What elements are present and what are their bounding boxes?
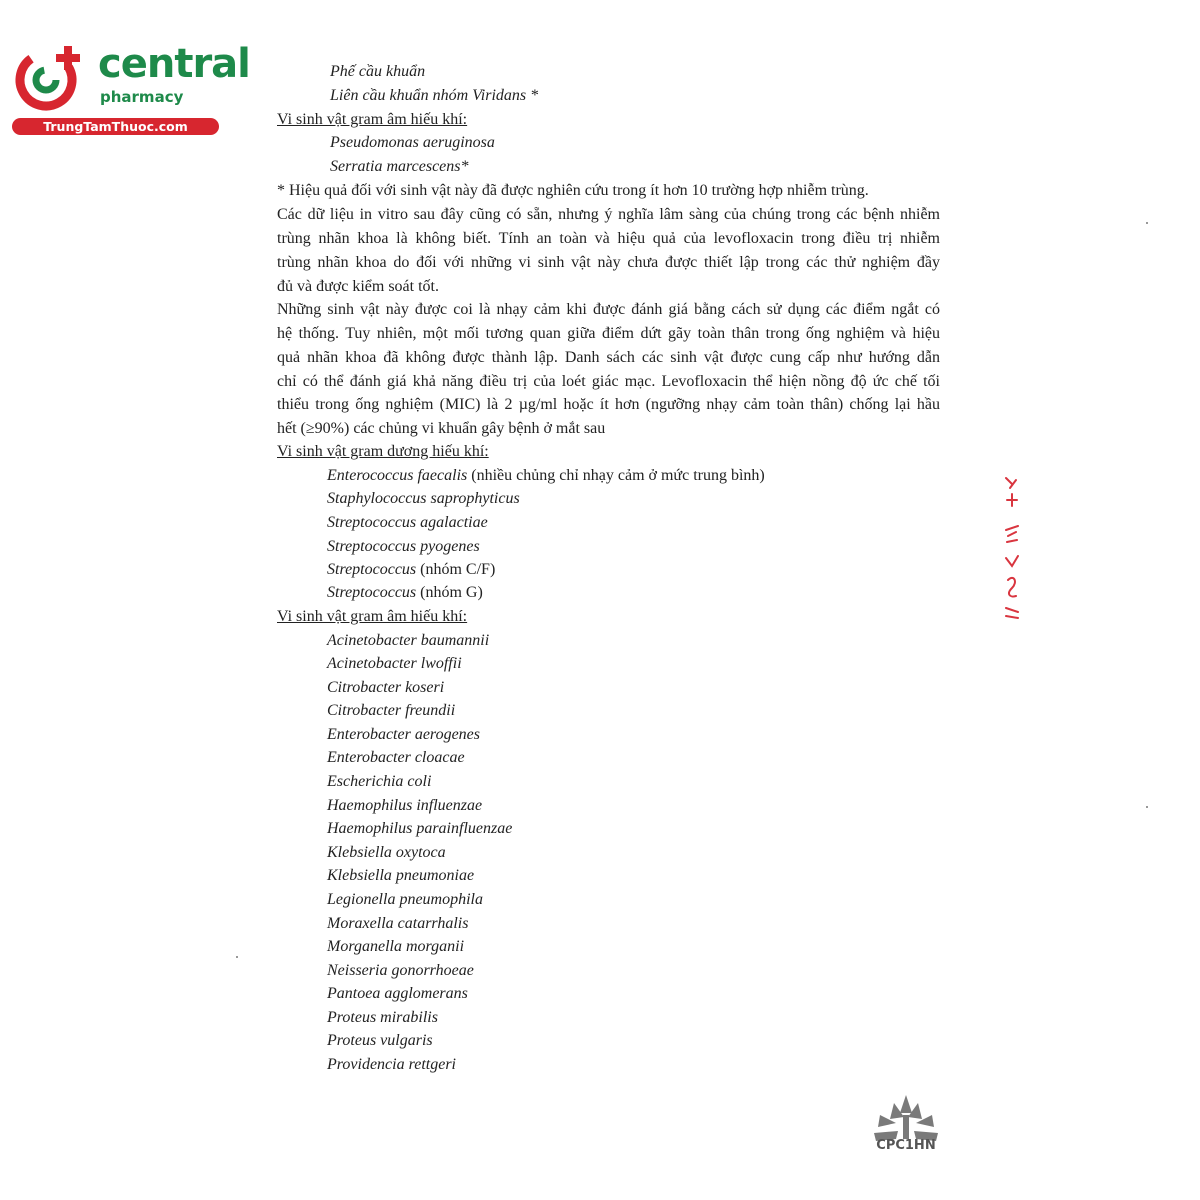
list-item [327,466,765,486]
paragraph-line: Những sinh vật này được coi là nhạy cảm khi được đánh giá bằng cách sử dụng các điểm ngắt có [277,301,940,318]
scan-speck [1146,806,1148,808]
logo-site-banner: TrungTamThuoc.com [12,118,219,135]
paragraph-line: hết (≥90%) các chủng vi khuẩn gây bệnh ở mắt sau [277,420,606,437]
paragraph-line: đủ và được kiểm soát tốt. [277,278,439,295]
list-item: Providencia rettgeri [327,1056,456,1073]
list-item: Klebsiella pneumoniae [327,867,475,884]
scan-speck [1146,222,1148,224]
paragraph-line: hệ thống. Tuy nhiên, một mối tương quan giữa điểm dứt gãy toàn thân trong ống nghiệm và hiệu [277,325,940,342]
paragraph-line: trùng nhãn khoa là không biết. Tính an toàn và hiệu quả của levofloxacin trong điều trị nhiễm [277,230,940,247]
paragraph-line: chỉ có thể đánh giá khả năng điều trị của loét giác mạc. Levofloxacin thể hiện nồng độ ức chế tối [277,373,940,390]
list-item: Liên cầu khuẩn nhóm Viridans * [330,87,539,104]
species-name: Streptococcus [327,584,417,601]
list-item: Morganella morganii [327,938,465,955]
list-item [327,489,520,509]
logo-subtitle: pharmacy [100,88,184,106]
list-item: Phế cầu khuẩn [330,63,426,80]
paragraph-line: Các dữ liệu in vitro sau đây cũng có sẵn, nhưng ý nghĩa lâm sàng của chúng trong các bệnh nhiễm [277,206,940,223]
species-name: Enterococcus faecalis [327,467,468,484]
list-item: Serratia marcescens* [330,158,469,175]
list-item: Klebsiella oxytoca [327,844,446,861]
list-item: Pantoea agglomerans [327,985,468,1002]
list-item: Acinetobacter baumannii [327,632,490,649]
list-item: Haemophilus influenzae [327,797,483,814]
list-item [327,537,480,557]
species-name: Streptococcus [327,561,417,578]
list-item [327,513,488,533]
list-item: Citrobacter freundii [327,702,456,719]
section-heading: Vi sinh vật gram âm hiếu khí: [277,111,468,128]
species-name: Streptococcus pyogenes [327,538,480,555]
list-item: Escherichia coli [327,773,432,790]
footnote: * Hiệu quả đối với sinh vật này đã được nghiên cứu trong ít hơn 10 trường hợp nhiễm trùng. [277,182,869,199]
margin-stamp [1000,470,1024,620]
list-item: Moraxella catarrhalis [327,915,469,932]
list-item: Citrobacter koseri [327,679,445,696]
cpc1hn-label: CPC1HN [876,1138,936,1153]
list-item: Neisseria gonorrhoeae [327,962,474,979]
list-item: Acinetobacter lwoffii [327,655,462,672]
list-item: Pseudomonas aeruginosa [330,134,495,151]
list-item: Legionella pneumophila [327,891,483,908]
paragraph-line: thiểu trong ống nghiệm (MIC) là 2 µg/ml hoặc ít hơn (ngưỡng nhạy cảm toàn thân) chống lại hầu [277,396,940,413]
list-item: Proteus vulgaris [327,1032,433,1049]
list-item: Proteus mirabilis [327,1009,438,1026]
logo-name: central [98,41,250,87]
list-item: Enterobacter cloacae [327,749,465,766]
species-note: (nhiều chủng chỉ nhạy cảm ở mức trung bình) [467,467,765,484]
list-item: Haemophilus parainfluenzae [327,820,513,837]
section-heading: Vi sinh vật gram âm hiếu khí: [277,608,468,625]
species-name: Staphylococcus saprophyticus [327,490,520,507]
section-heading: Vi sinh vật gram dương hiếu khí: [277,443,489,460]
list-item: Enterobacter aerogenes [327,726,480,743]
list-item [327,583,483,603]
list-item [327,560,495,580]
species-name: Streptococcus agalactiae [327,514,488,531]
paragraph-line: trùng nhãn khoa do đối với những vi sinh vật này chưa được thiết lập trong các thử nghiệm đầy [277,254,940,271]
species-note: (nhóm C/F) [416,561,496,578]
scan-speck [236,956,238,958]
paragraph-line: quả nhãn khoa đã không được thành lập. Danh sách các sinh vật được cung cấp như hướng dẫn [277,349,940,366]
species-note: (nhóm G) [416,584,483,601]
